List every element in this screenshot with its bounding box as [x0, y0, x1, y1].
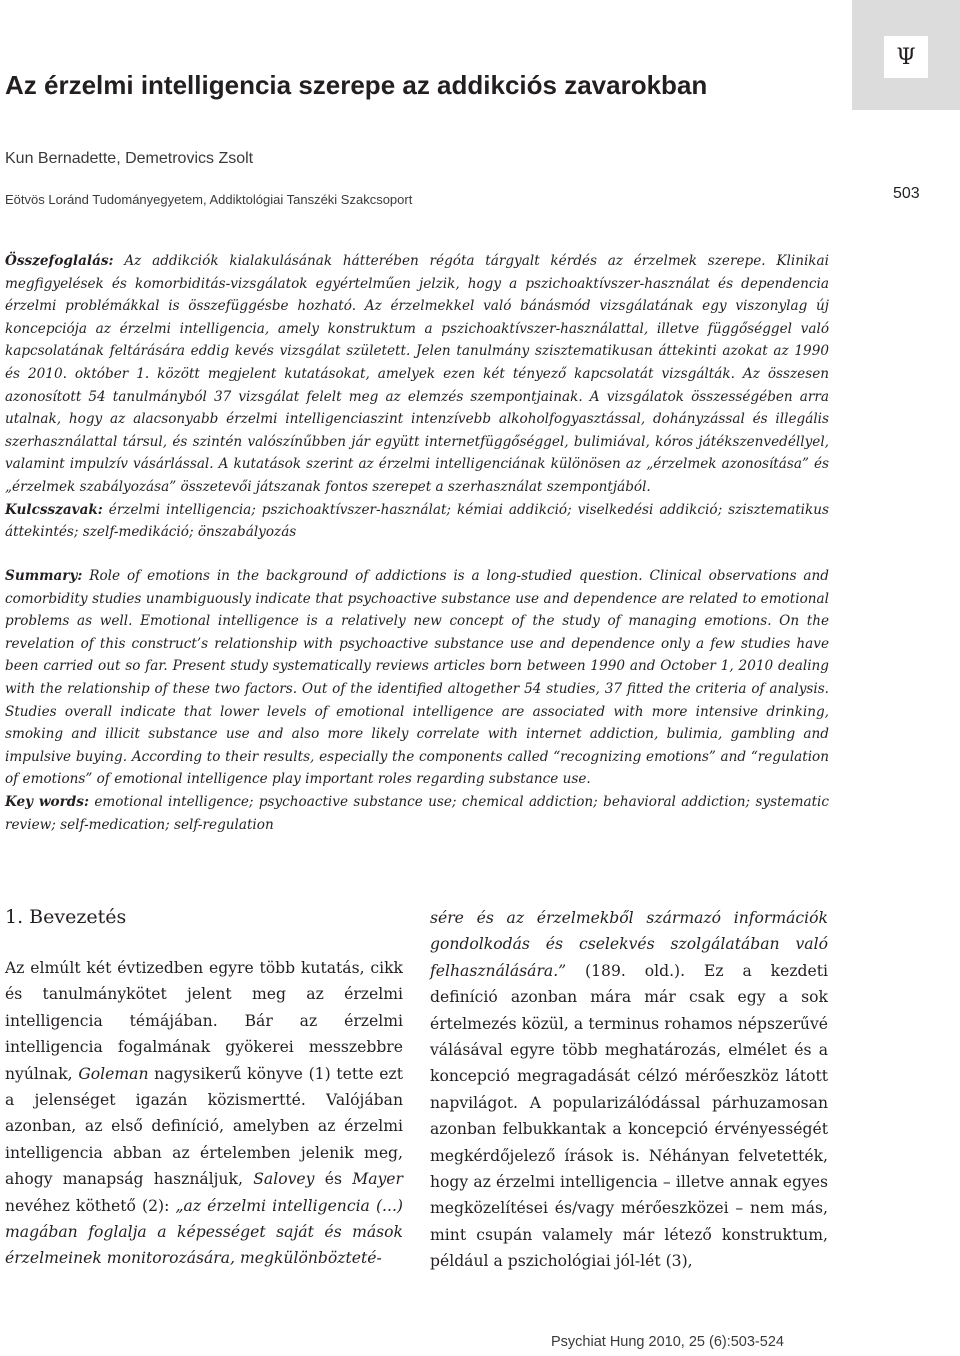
abstract-hungarian	[5, 250, 829, 544]
left-text-3: nevéhez köthető (2):	[5, 1196, 176, 1215]
left-text-1: Az elmúlt két évtizedben egyre több kutatás, cikk és tanulmánykötet jelent meg az érzelmi intelligencia témájában. Bár az érzelmi intelligencia fogalmának gyökerei messzebbre nyúlnak,	[5, 959, 403, 1083]
abstract-hu-paragraph	[5, 250, 829, 499]
body-right-column	[430, 905, 828, 1275]
journal-citation: Psychiat Hung 2010, 25 (6):503-524	[551, 1334, 784, 1350]
psi-logo-icon	[884, 36, 928, 78]
left-text-2: nagysikerű könyve (1) tette ezt a jelenséget igazán közismertté. Valójában azonban, az első definíció, amelyben az érzelmi intelligencia abban az értelemben jelenik meg, ahogy manapság használjuk,	[5, 1064, 403, 1189]
name-goleman: Goleman	[78, 1064, 149, 1083]
abstract-english	[5, 565, 829, 836]
section-heading: 1. Bevezetés	[5, 906, 127, 928]
keywords-hu-label: Kulcsszavak:	[5, 501, 103, 518]
abstract-en-text: Role of emotions in the background of addictions is a long-studied question. Clinical observations and comorbidity studies unambiguously indicate that psychoactive substance use and dependence are related to emotional problems as well. Emotional intelligence is a relatively new concept of the study of managing emotions. On the revelation of this construct’s relationship with psychoactive substance use and dependence only a few studies have been carried out so far. Present study systematically reviews articles born between 1990 and October 1, 2010 dealing with the relationship of these two factors. Out of the identified altogether 54 studies, 37 fitted the criteria of analysis. Studies overall indicate that lower levels of emotional intelligence are associated with more intensive drinking, smoking and illicit substance use and also more likely correlate with internet addiction, bulimia, gambling and impulsive buying. According to their results, especially the components called “recognizing emotions” and “regulation of emotions” of emotional intelligence play important roles regarding substance use.	[5, 568, 829, 788]
abstract-hu-label: Összefoglalás:	[5, 253, 114, 269]
psi-symbol: Ψ	[896, 44, 916, 70]
right-text: (189. old.). Ez a kezdeti definíció azonban mára már csak egy a sok értelmezés közül, a terminus rohamos népszerűvé válásával egyre több meghatározás, elmélet és a koncepció megragadását célzó mérőeszköz látott napvilágot. A popularizálódással párhuzamosan azonban felbukkantak a koncepció érvényességét megkérdőjelező írások is. Néhányan felvetették, hogy az érzelmi intelligencia – illetve annak egyes megközelítései és/vagy mérőeszközei – nem más, mint csupán valamely már létező konstruktum, például a pszichológiai jól-lét (3),	[430, 961, 828, 1271]
left-quote: „az érzelmi intelligencia (...) magában foglalja a képességet saját és mások érzelmeinek monitorozására, megkülönbözteté-	[5, 1196, 403, 1268]
name-salovey: Salovey	[253, 1170, 315, 1189]
left-text-and: és	[314, 1170, 353, 1189]
keywords-en-label: Key words:	[5, 793, 89, 810]
name-mayer: Mayer	[352, 1170, 403, 1189]
keywords-en	[5, 791, 829, 836]
page-number: 503	[893, 185, 920, 202]
keywords-hu	[5, 499, 829, 544]
body-left-column	[5, 955, 403, 1272]
affiliation: Eötvös Loránd Tudományegyetem, Addiktológiai Tanszéki Szakcsoport	[5, 192, 413, 207]
abstract-hu-text: Az addikciók kialakulásának hátterében régóta tárgyalt kérdés az érzelmek szerepe. Klinikai megfigyelések és komorbiditás-vizsgálatok egyértelműen jelzik, hogy a pszichoaktívszer-használat és dependencia érzelmi problémákkal is összefüggésbe hozható. Az érzelmekkel való bánásmód vizsgálatának egy viszonylag új koncepciója az érzelmi intelligencia, amely konstruktum a pszichoaktívszer-használattal, illetve függőséggel való kapcsolatának feltárására eddig kevés vizsgálat született. Jelen tanulmány szisztematikusan áttekinti azokat az 1990 és 2010. október 1. között megjelent kutatásokat, amelyek ezen két tényező kapcsolatát vizsgálták. Az összesen azonosított 54 tanulmányból 37 vizsgálat felelt meg az elemzés szempontjainak. A vizsgálatok összességében arra utalnak, hogy az alacsonyabb érzelmi intelligenciaszint intenzívebb alkoholfogyasztással, dohányzással és illegális szerhasználattal társul, és szintén valószínűbben jár együtt internetfüggőséggel, bulimiával, kóros játékszenvedéllyel, valamint impulzív vásárlással. A kutatások szerint az érzelmi intelligenciának különösen az „érzelmek azonosítása” és „érzelmek szabályozása” összetevői játszanak fontos szerepet a szerhasználat szempontjából.	[5, 253, 829, 495]
authors: Kun Bernadette, Demetrovics Zsolt	[5, 150, 254, 167]
keywords-hu-text: érzelmi intelligencia; pszichoaktívszer-használat; kémiai addikció; viselkedési addikció; szisztematikus áttekintés; szelf-medikáció; önszabályozás	[5, 501, 829, 541]
right-quote: sére és az érzelmekből származó információk gondolkodás és cselekvés szolgálatában való felhasználására.”	[430, 909, 828, 980]
article-title: Az érzelmi intelligencia szerepe az addikciós zavarokban	[5, 70, 708, 100]
keywords-en-text: emotional intelligence; psychoactive substance use; chemical addiction; behavioral addiction; systematic review; self-medication; self-regulation	[5, 793, 830, 833]
abstract-en-paragraph	[5, 565, 829, 791]
abstract-en-label: Summary:	[5, 568, 83, 584]
